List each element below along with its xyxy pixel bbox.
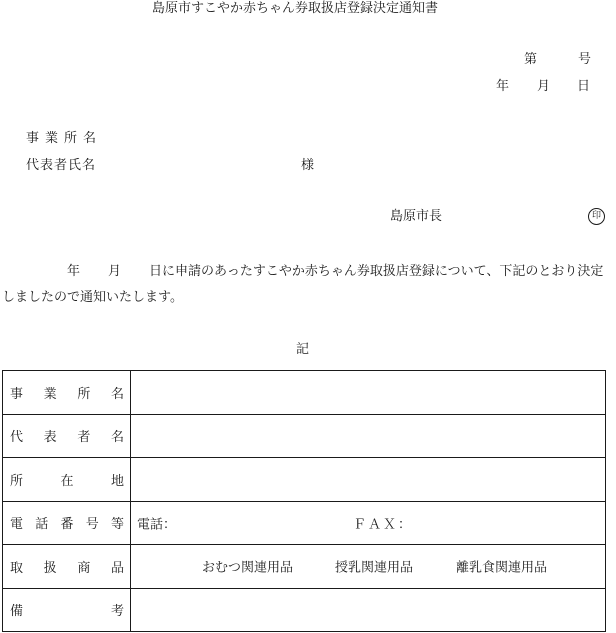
doc-number-suffix: 号 — [578, 52, 592, 67]
body-year-label: 年 — [67, 264, 81, 279]
body-text-line2: しましたので通知いたします。 — [2, 290, 183, 305]
table-row — [3, 414, 606, 458]
address-value-cell[interactable] — [131, 458, 606, 502]
office-value-cell[interactable] — [131, 371, 606, 415]
goods-value-cell — [131, 545, 606, 589]
body-month-label: 月 — [108, 264, 122, 279]
fax-label: ＦＡＸ： — [353, 517, 414, 533]
row-label-address: 所在地 — [3, 458, 131, 502]
doc-number-prefix: 第 — [524, 52, 538, 67]
row-label-rep: 代表者名 — [3, 414, 131, 458]
table-row — [3, 458, 606, 502]
goods-option-babyfood[interactable]: 離乳食関連用品 — [456, 560, 548, 576]
remarks-value-cell[interactable] — [131, 588, 606, 632]
addressee-honorific: 様 — [301, 158, 315, 173]
phone-value-cell[interactable] — [131, 501, 606, 545]
date-year-label: 年 — [496, 79, 510, 94]
row-label-goods: 取扱商品 — [3, 545, 131, 589]
row-label-office: 事業所名 — [3, 371, 131, 415]
document-title: 島原市すこやか赤ちゃん券取扱店登録決定通知書 — [152, 1, 439, 16]
rep-value-cell[interactable] — [131, 414, 606, 458]
table-row — [3, 501, 606, 545]
goods-option-nursing[interactable]: 授乳関連用品 — [335, 560, 414, 576]
table-row — [3, 588, 606, 632]
table-row — [3, 545, 606, 589]
seal-icon: 印 — [588, 208, 605, 225]
addressee-rep-label: 代表者氏名 — [26, 158, 97, 173]
table-row — [3, 371, 606, 415]
ki-heading: 記 — [296, 342, 310, 357]
date-day-label: 日 — [577, 79, 591, 94]
goods-options — [131, 545, 605, 588]
sender-title: 島原市長 — [390, 209, 443, 224]
goods-option-diapers[interactable]: おむつ関連用品 — [202, 560, 294, 576]
tel-label: 電話： — [137, 517, 177, 533]
row-label-phone: 電話番号等 — [3, 501, 131, 545]
date-month-label: 月 — [537, 79, 551, 94]
addressee-office-label: 事業所名 — [26, 131, 103, 146]
phone-fax-container — [131, 502, 605, 545]
row-label-remarks: 備考 — [3, 588, 131, 632]
body-text-line1: 日に申請のあったすこやか赤ちゃん券取扱店登録について、下記のとおり決定 — [149, 264, 604, 279]
registration-table — [2, 370, 606, 632]
